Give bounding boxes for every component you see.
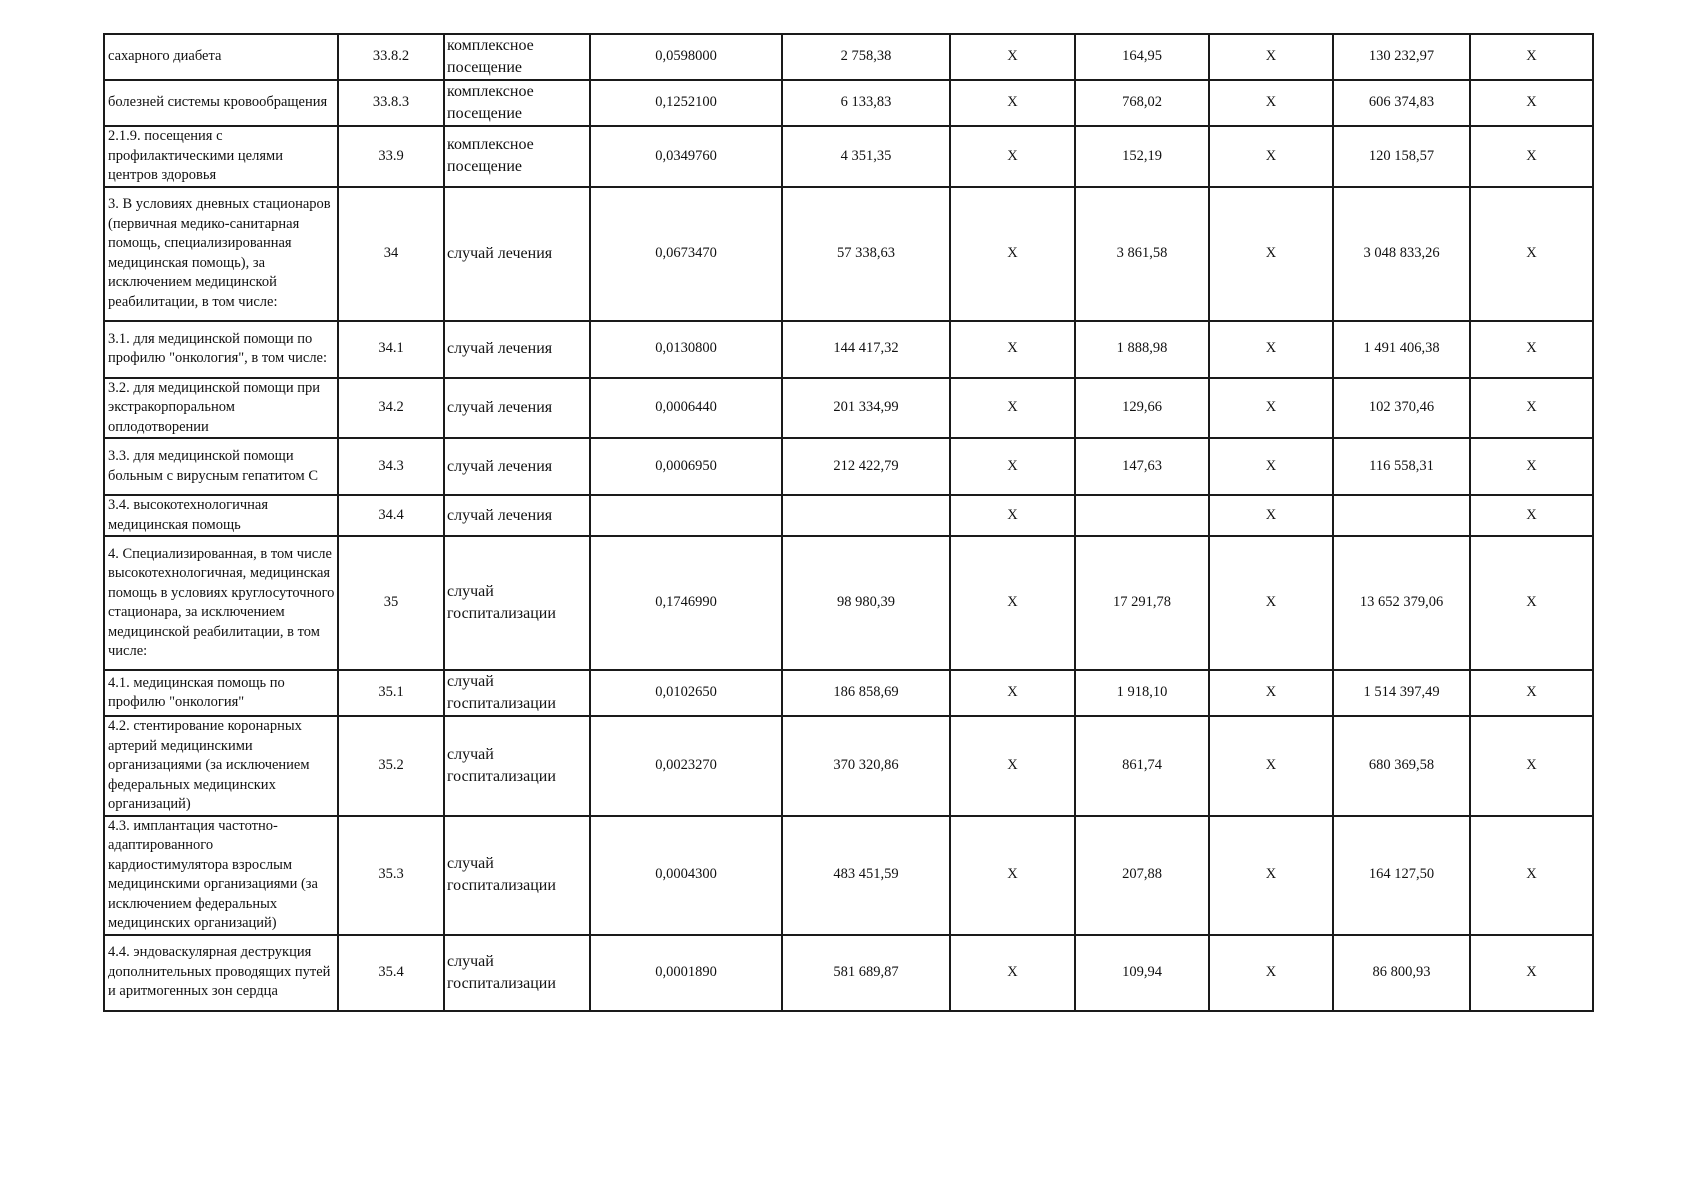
unit-cell: комплексное посещение	[444, 34, 590, 80]
norm-cell: 0,0001890	[590, 935, 782, 1011]
unit-cell: случай лечения	[444, 495, 590, 536]
unit-cell: случай лечения	[444, 438, 590, 495]
x-cell: X	[1470, 321, 1593, 378]
x-cell: X	[1209, 816, 1333, 935]
value-cell: 164,95	[1075, 34, 1209, 80]
table-row	[104, 378, 1593, 439]
total-cell: 606 374,83	[1333, 80, 1470, 126]
x-cell: X	[950, 378, 1075, 439]
norm-cell: 0,1252100	[590, 80, 782, 126]
x-cell: X	[950, 670, 1075, 716]
table-row	[104, 716, 1593, 816]
x-cell: X	[950, 495, 1075, 536]
x-cell: X	[1470, 378, 1593, 439]
total-cell: 86 800,93	[1333, 935, 1470, 1011]
row-label-cell: 3.3. для медицинской помощи больным с вирусным гепатитом С	[104, 438, 338, 495]
row-label-cell: 4.2. стентирование коронарных артерий медицинскими организациями (за исключением федеральных медицинских организаций)	[104, 716, 338, 816]
row-code-cell: 33.8.3	[338, 80, 444, 126]
row-code-cell: 34	[338, 187, 444, 321]
table-body	[104, 34, 1593, 1011]
total-cell: 120 158,57	[1333, 126, 1470, 187]
norm-cell: 0,0023270	[590, 716, 782, 816]
total-cell: 116 558,31	[1333, 438, 1470, 495]
x-cell: X	[1209, 34, 1333, 80]
cost-cell: 4 351,35	[782, 126, 950, 187]
value-cell: 861,74	[1075, 716, 1209, 816]
row-label-cell: 3.2. для медицинской помощи при экстракорпоральном оплодотворении	[104, 378, 338, 439]
x-cell: X	[1209, 935, 1333, 1011]
x-cell: X	[1209, 321, 1333, 378]
x-cell: X	[950, 34, 1075, 80]
x-cell: X	[950, 126, 1075, 187]
total-cell: 102 370,46	[1333, 378, 1470, 439]
table-row	[104, 80, 1593, 126]
x-cell: X	[1470, 536, 1593, 670]
table-row	[104, 670, 1593, 716]
value-cell	[1075, 495, 1209, 536]
x-cell: X	[1470, 495, 1593, 536]
table-row	[104, 536, 1593, 670]
cost-cell: 212 422,79	[782, 438, 950, 495]
x-cell: X	[1470, 126, 1593, 187]
total-cell: 680 369,58	[1333, 716, 1470, 816]
unit-cell: случай лечения	[444, 321, 590, 378]
norm-cell: 0,0004300	[590, 816, 782, 935]
value-cell: 17 291,78	[1075, 536, 1209, 670]
x-cell: X	[1209, 126, 1333, 187]
row-label-cell: 4.4. эндоваскулярная деструкция дополнительных проводящих путей и аритмогенных зон сердца	[104, 935, 338, 1011]
norm-cell: 0,0006440	[590, 378, 782, 439]
cost-cell: 2 758,38	[782, 34, 950, 80]
x-cell: X	[1470, 935, 1593, 1011]
unit-cell: комплексное посещение	[444, 80, 590, 126]
row-code-cell: 34.1	[338, 321, 444, 378]
x-cell: X	[950, 438, 1075, 495]
value-cell: 152,19	[1075, 126, 1209, 187]
row-code-cell: 35.4	[338, 935, 444, 1011]
norm-cell: 0,0598000	[590, 34, 782, 80]
norm-cell: 0,0006950	[590, 438, 782, 495]
table-row	[104, 495, 1593, 536]
row-code-cell: 35.2	[338, 716, 444, 816]
cost-cell: 370 320,86	[782, 716, 950, 816]
norm-cell	[590, 495, 782, 536]
unit-cell: случай госпитализации	[444, 716, 590, 816]
data-table	[103, 33, 1594, 1012]
x-cell: X	[1209, 80, 1333, 126]
x-cell: X	[1470, 716, 1593, 816]
row-code-cell: 33.8.2	[338, 34, 444, 80]
value-cell: 147,63	[1075, 438, 1209, 495]
x-cell: X	[1470, 34, 1593, 80]
row-label-cell: 3.4. высокотехнологичная медицинская помощь	[104, 495, 338, 536]
total-cell	[1333, 495, 1470, 536]
x-cell: X	[1470, 438, 1593, 495]
row-code-cell: 35	[338, 536, 444, 670]
cost-cell: 186 858,69	[782, 670, 950, 716]
unit-cell: случай лечения	[444, 378, 590, 439]
cost-cell	[782, 495, 950, 536]
x-cell: X	[1470, 187, 1593, 321]
unit-cell: случай лечения	[444, 187, 590, 321]
table-row	[104, 126, 1593, 187]
x-cell: X	[1209, 670, 1333, 716]
norm-cell: 0,0102650	[590, 670, 782, 716]
row-label-cell: 4.3. имплантация частотно-адаптированного кардиостимулятора взрослым медицинскими организациями (за исключением федеральных медицинских организаций)	[104, 816, 338, 935]
total-cell: 1 514 397,49	[1333, 670, 1470, 716]
value-cell: 1 918,10	[1075, 670, 1209, 716]
cost-cell: 201 334,99	[782, 378, 950, 439]
x-cell: X	[950, 536, 1075, 670]
value-cell: 109,94	[1075, 935, 1209, 1011]
cost-cell: 144 417,32	[782, 321, 950, 378]
value-cell: 1 888,98	[1075, 321, 1209, 378]
x-cell: X	[950, 716, 1075, 816]
unit-cell: случай госпитализации	[444, 935, 590, 1011]
value-cell: 129,66	[1075, 378, 1209, 439]
row-code-cell: 34.4	[338, 495, 444, 536]
x-cell: X	[1209, 536, 1333, 670]
cost-cell: 581 689,87	[782, 935, 950, 1011]
table-row	[104, 438, 1593, 495]
x-cell: X	[950, 321, 1075, 378]
row-label-cell: 4. Специализированная, в том числе высокотехнологичная, медицинская помощь в условиях круглосуточного стационара, за исключением медицинской реабилитации, в том числе:	[104, 536, 338, 670]
table-row	[104, 34, 1593, 80]
row-code-cell: 33.9	[338, 126, 444, 187]
x-cell: X	[1209, 378, 1333, 439]
row-code-cell: 35.1	[338, 670, 444, 716]
cost-cell: 98 980,39	[782, 536, 950, 670]
row-label-cell: 3.1. для медицинской помощи по профилю "онкология", в том числе:	[104, 321, 338, 378]
row-code-cell: 34.2	[338, 378, 444, 439]
total-cell: 13 652 379,06	[1333, 536, 1470, 670]
norm-cell: 0,1746990	[590, 536, 782, 670]
table-row	[104, 187, 1593, 321]
x-cell: X	[1470, 80, 1593, 126]
x-cell: X	[950, 187, 1075, 321]
value-cell: 207,88	[1075, 816, 1209, 935]
x-cell: X	[950, 80, 1075, 126]
row-label-cell: сахарного диабета	[104, 34, 338, 80]
total-cell: 1 491 406,38	[1333, 321, 1470, 378]
unit-cell: комплексное посещение	[444, 126, 590, 187]
row-code-cell: 34.3	[338, 438, 444, 495]
table-row	[104, 935, 1593, 1011]
norm-cell: 0,0130800	[590, 321, 782, 378]
unit-cell: случай госпитализации	[444, 816, 590, 935]
x-cell: X	[950, 935, 1075, 1011]
cost-cell: 57 338,63	[782, 187, 950, 321]
row-label-cell: 2.1.9. посещения с профилактическими целями центров здоровья	[104, 126, 338, 187]
row-code-cell: 35.3	[338, 816, 444, 935]
table-row	[104, 321, 1593, 378]
x-cell: X	[1209, 438, 1333, 495]
x-cell: X	[1209, 716, 1333, 816]
norm-cell: 0,0349760	[590, 126, 782, 187]
x-cell: X	[950, 816, 1075, 935]
unit-cell: случай госпитализации	[444, 536, 590, 670]
x-cell: X	[1470, 816, 1593, 935]
total-cell: 164 127,50	[1333, 816, 1470, 935]
cost-cell: 483 451,59	[782, 816, 950, 935]
row-label-cell: 4.1. медицинская помощь по профилю "онкология"	[104, 670, 338, 716]
row-label-cell: 3. В условиях дневных стационаров (первичная медико-санитарная помощь, специализированная медицинская помощь), за исключением медицинской реабилитации, в том числе:	[104, 187, 338, 321]
value-cell: 3 861,58	[1075, 187, 1209, 321]
norm-cell: 0,0673470	[590, 187, 782, 321]
x-cell: X	[1209, 187, 1333, 321]
x-cell: X	[1209, 495, 1333, 536]
x-cell: X	[1470, 670, 1593, 716]
value-cell: 768,02	[1075, 80, 1209, 126]
table-row	[104, 816, 1593, 935]
cost-cell: 6 133,83	[782, 80, 950, 126]
total-cell: 130 232,97	[1333, 34, 1470, 80]
unit-cell: случай госпитализации	[444, 670, 590, 716]
total-cell: 3 048 833,26	[1333, 187, 1470, 321]
row-label-cell: болезней системы кровообращения	[104, 80, 338, 126]
